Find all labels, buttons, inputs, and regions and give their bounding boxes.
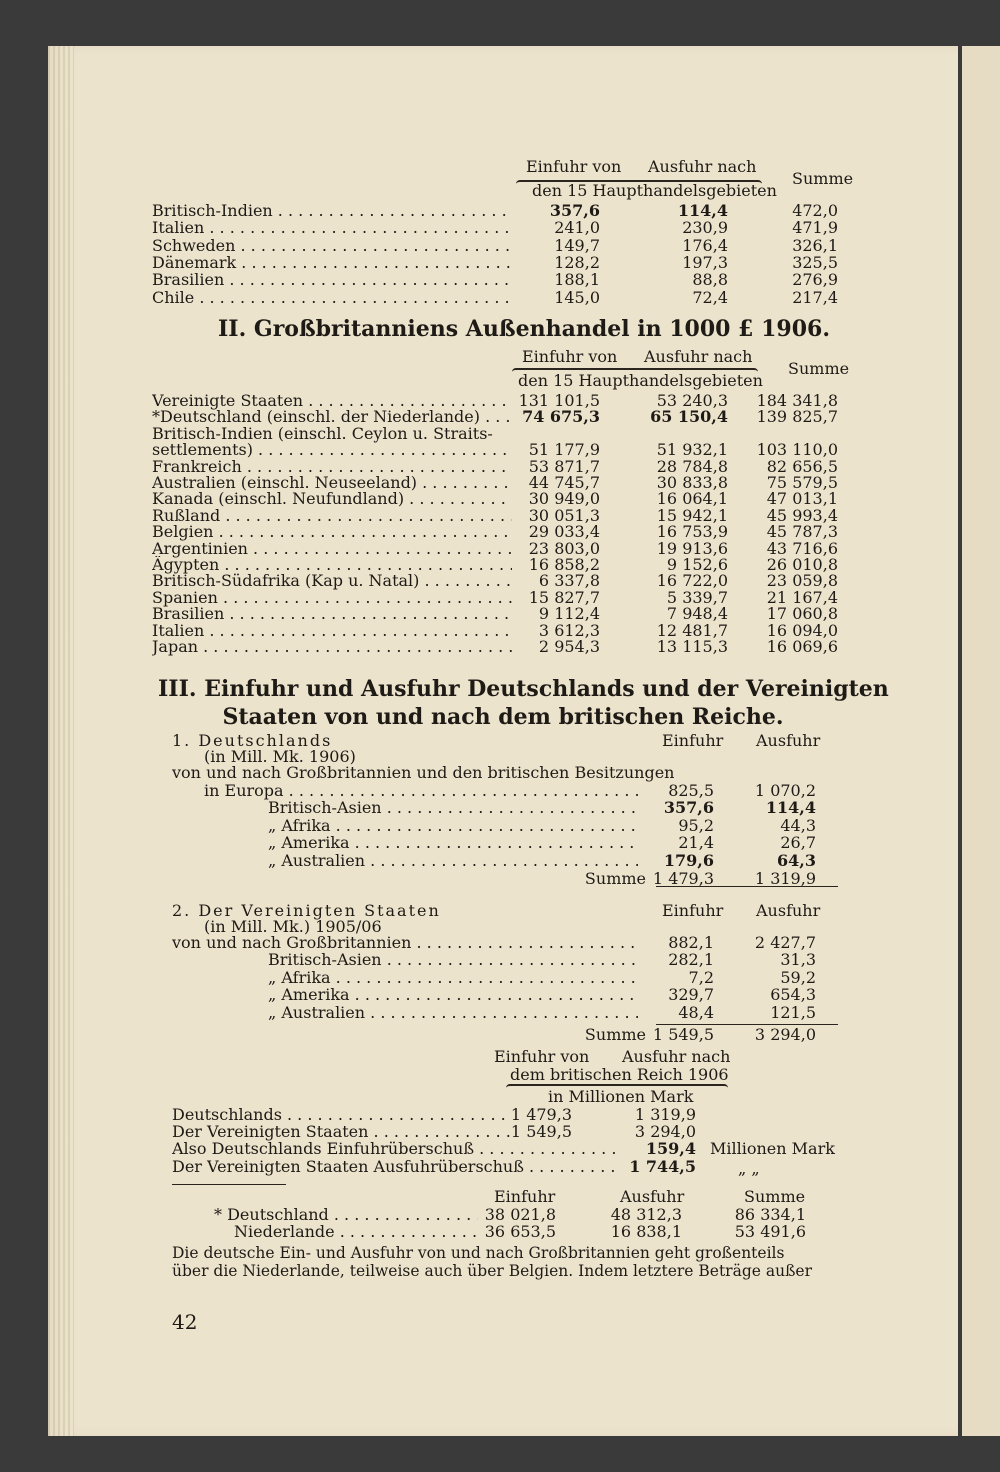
paragraph-line2: über die Niederlande, teilweise auch über Belgien. Indem letztere Beträge außer — [172, 1262, 813, 1280]
t2-row-label: Argentinien . . . — [152, 540, 512, 558]
t2-row-export: 5 339,7 — [666, 587, 728, 607]
p1-row-label: Britisch-Asien . . . — [268, 799, 638, 817]
summary-row-label: Der Vereinigten Staaten . . . — [172, 1123, 512, 1141]
t2-row-export: 16 722,0 — [656, 571, 728, 591]
p1-row-import: 179,6 — [663, 850, 714, 870]
footnote-row-import: 38 021,8 — [484, 1205, 556, 1224]
t2-row-label: *Deutschland (einschl. der Niederlande) . . . — [152, 408, 512, 426]
fn-col-sum: Summe — [744, 1187, 806, 1206]
footnote-row-label: Niederlande . . . — [234, 1223, 478, 1241]
t1-row-import: 188,1 — [554, 270, 600, 290]
section2-title: II. Großbritanniens Außenhandel in 1000 £ 1906. — [218, 316, 830, 342]
p1-row-import: 825,5 — [668, 781, 714, 800]
t1-row-export: 230,9 — [682, 218, 728, 238]
t2-row-label: Japan . . . — [152, 638, 512, 656]
p2-row-export: 31,3 — [780, 950, 816, 970]
t2-row-label: Rußland . . . — [152, 507, 512, 525]
footnote-row-import: 36 653,5 — [484, 1222, 556, 1242]
t2-row-export: 65 150,4 — [650, 407, 728, 427]
sum-head-export: Ausfuhr nach — [622, 1047, 731, 1066]
t2-row-import: 29 033,4 — [528, 522, 600, 542]
sum-head-unit: in Millionen Mark — [548, 1087, 694, 1106]
sum-head-import: Einfuhr von — [494, 1047, 590, 1066]
t2-row-sum: 184 341,8 — [756, 391, 838, 410]
p2-row-export: 2 427,7 — [754, 933, 816, 952]
t1-row-sum: 471,9 — [792, 218, 838, 238]
t2-row-sum: 21 167,4 — [766, 587, 838, 607]
p1-row-import: 357,6 — [663, 798, 714, 818]
t2-row-label: Vereinigte Staaten . . . — [152, 392, 512, 410]
t2-row-import: 53 871,7 — [528, 456, 600, 476]
t1-row-import: 128,2 — [554, 252, 600, 272]
t2-row-export: 7 948,4 — [666, 604, 728, 624]
p2-row-export: 59,2 — [780, 967, 816, 987]
section3-title-line2: Staaten von und nach dem britischen Reiche. — [222, 704, 784, 730]
p2-sum-import: 1 549,5 — [652, 1025, 714, 1044]
surplus1-note: Millionen Mark — [710, 1139, 835, 1158]
p2-sum-label: Summe — [584, 1025, 646, 1044]
p1-row-export: 64,3 — [777, 850, 816, 870]
t2-row-sum: 17 060,8 — [766, 604, 838, 624]
p1-row-label: „ Australien . . . — [268, 852, 638, 870]
t1-row-sum: 326,1 — [792, 235, 838, 255]
t2-row-label: Australien (einschl. Neuseeland) . . . — [152, 474, 512, 492]
t2-row-sum: 23 059,8 — [766, 571, 838, 591]
t2-header-export: Ausfuhr nach — [644, 347, 753, 366]
surplus2-label: Der Vereinigten Staaten Ausfuhrüberschuß . . . — [172, 1158, 622, 1176]
t2-row-import: 23 803,0 — [528, 538, 600, 558]
footnote-row-export: 48 312,3 — [610, 1205, 682, 1224]
t2-row-export: 16 064,1 — [656, 489, 728, 509]
t2-row-export: 16 753,9 — [656, 522, 728, 542]
p1-row-label: in Europa . . . — [204, 782, 638, 800]
sum-head-sub: dem britischen Reich 1906 — [510, 1065, 729, 1084]
t2-row-label: Belgien . . . — [152, 523, 512, 541]
p1-row-export: 114,4 — [765, 798, 816, 818]
t1-header-sum: Summe — [792, 169, 854, 188]
surplus1-value: 159,4 — [645, 1139, 696, 1158]
summary-row-import: 1 479,3 — [510, 1105, 572, 1124]
t2-row-label: settlements) . . . — [152, 441, 512, 459]
t2-row-import: 51 177,9 — [528, 440, 600, 460]
t2-row-export: 51 932,1 — [656, 440, 728, 460]
t1-header-export: Ausfuhr nach — [648, 157, 757, 176]
p1-row-export: 44,3 — [780, 815, 816, 835]
t2-row-label: Italien . . . — [152, 622, 512, 640]
p1-col-import: Einfuhr — [662, 731, 724, 750]
p2-row-label: „ Australien . . . — [268, 1004, 638, 1022]
t2-row-label: Kanada (einschl. Neufundland) . . . — [152, 490, 512, 508]
t2-row-sum: 47 013,1 — [766, 489, 838, 509]
fn-col-export: Ausfuhr — [620, 1187, 685, 1206]
t2-header-sum: Summe — [788, 359, 850, 378]
t2-row-sum: 45 993,4 — [766, 505, 838, 525]
t2-row-export: 13 115,3 — [656, 637, 728, 656]
p1-row-export: 1 070,2 — [754, 781, 816, 800]
p2-sum-export: 3 294,0 — [754, 1025, 816, 1044]
p2-unit: (in Mill. Mk.) 1905/06 — [204, 917, 382, 936]
t1-header-sub: den 15 Haupthandelsgebieten — [532, 181, 777, 200]
p2-row-label: Britisch-Asien . . . — [268, 951, 638, 969]
p2-row-export: 654,3 — [770, 985, 816, 1005]
t1-row-import: 241,0 — [554, 218, 600, 238]
t2-row-export: 53 240,3 — [656, 391, 728, 410]
t1-row-export: 114,4 — [677, 201, 728, 220]
p1-intro: von und nach Großbritannien und den britischen Besitzungen — [172, 763, 675, 782]
p2-row-import: 282,1 — [668, 950, 714, 970]
t2-row-label: Ägypten . . . — [152, 556, 512, 574]
fn-col-import: Einfuhr — [494, 1187, 556, 1206]
surplus1-label: Also Deutschlands Einfuhrüberschuß . . . — [172, 1140, 622, 1158]
t2-row-label: Britisch-Indien (einschl. Ceylon u. Straits- — [152, 423, 493, 443]
t2-row-import: 30 949,0 — [528, 489, 600, 509]
page-number: 42 — [172, 1310, 198, 1334]
p1-row-label: „ Amerika . . . — [268, 834, 638, 852]
paragraph-line1: Die deutsche Ein- und Ausfuhr von und nach Großbritannien geht großenteils — [172, 1244, 785, 1262]
t2-row-sum: 75 579,5 — [766, 473, 838, 492]
p2-row-label: „ Amerika . . . — [268, 986, 638, 1004]
book-page — [48, 46, 958, 1436]
footnote-row-sum: 86 334,1 — [734, 1205, 806, 1224]
p2-row-import: 329,7 — [668, 985, 714, 1005]
t2-row-import: 15 827,7 — [528, 587, 600, 607]
t1-row-export: 176,4 — [682, 235, 728, 255]
t2-row-export: 28 784,8 — [656, 456, 728, 476]
p1-sum-label: Summe — [584, 869, 646, 888]
summary-row-export: 1 319,9 — [634, 1105, 696, 1124]
p1-row-export: 26,7 — [780, 833, 816, 853]
p2-row-export: 121,5 — [770, 1002, 816, 1022]
t2-row-export: 19 913,6 — [656, 538, 728, 558]
t1-row-sum: 217,4 — [792, 287, 838, 307]
t1-row-label: Dänemark . . . — [152, 254, 512, 272]
t1-row-import: 149,7 — [554, 235, 600, 255]
p2-col-import: Einfuhr — [662, 901, 724, 920]
t2-row-import: 6 337,8 — [538, 571, 600, 591]
t2-row-sum: 82 656,5 — [766, 456, 838, 476]
t1-row-sum: 276,9 — [792, 270, 838, 290]
t1-row-export: 72,4 — [692, 287, 728, 307]
t2-row-sum: 26 010,8 — [766, 555, 838, 574]
t2-row-import: 30 051,3 — [528, 505, 600, 525]
p2-row-label: von und nach Großbritannien . . . — [172, 934, 638, 952]
summary-row-import: 1 549,5 — [510, 1122, 572, 1142]
t2-row-sum: 103 110,0 — [756, 440, 838, 460]
p1-row-import: 95,2 — [678, 815, 714, 835]
t2-header-sub: den 15 Haupthandelsgebieten — [518, 371, 763, 390]
p1-row-import: 21,4 — [678, 833, 714, 853]
t2-row-import: 2 954,3 — [538, 637, 600, 656]
t1-row-label: Schweden . . . — [152, 237, 512, 255]
t1-row-label: Italien . . . — [152, 219, 512, 237]
p2-row-import: 7,2 — [688, 967, 714, 987]
t1-row-import: 357,6 — [549, 201, 600, 220]
t2-row-export: 12 481,7 — [656, 620, 728, 640]
t1-row-label: Brasilien . . . — [152, 271, 512, 289]
p1-row-label: „ Afrika . . . — [268, 817, 638, 835]
p2-row-label: „ Afrika . . . — [268, 969, 638, 987]
surplus2-value: 1 744,5 — [629, 1157, 696, 1176]
t1-header-import: Einfuhr von — [526, 157, 622, 176]
p2-heading: 2. Der Vereinigten Staaten — [172, 901, 441, 920]
t2-row-import: 9 112,4 — [538, 604, 600, 624]
t2-row-sum: 43 716,6 — [766, 538, 838, 558]
surplus2-note: „ „ — [738, 1159, 760, 1178]
t1-row-export: 197,3 — [682, 252, 728, 272]
summary-row-export: 3 294,0 — [634, 1122, 696, 1142]
t2-row-import: 74 675,3 — [522, 407, 600, 427]
t2-row-label: Britisch-Südafrika (Kap u. Natal) . . . — [152, 572, 512, 590]
t1-row-sum: 325,5 — [792, 252, 838, 272]
t2-row-sum: 139 825,7 — [756, 407, 838, 427]
t2-row-export: 30 833,8 — [656, 473, 728, 492]
p1-col-export: Ausfuhr — [756, 731, 821, 750]
footnote-row-label: * Deutschland . . . — [214, 1206, 478, 1224]
p1-heading: 1. Deutschlands — [172, 731, 333, 750]
p2-row-import: 48,4 — [678, 1002, 714, 1022]
p1-sum-export: 1 319,9 — [754, 869, 816, 888]
t1-row-export: 88,8 — [692, 270, 728, 290]
section3-title-line1: III. Einfuhr und Ausfuhr Deutschlands und der Vereinigten — [158, 676, 889, 702]
t2-row-import: 131 101,5 — [518, 391, 600, 410]
t2-row-label: Frankreich . . . — [152, 458, 512, 476]
t2-row-export: 15 942,1 — [656, 505, 728, 525]
t1-row-import: 145,0 — [554, 287, 600, 307]
footnote-row-sum: 53 491,6 — [734, 1222, 806, 1242]
p1-sum-import: 1 479,3 — [652, 869, 714, 888]
t2-row-label: Spanien . . . — [152, 589, 512, 607]
summary-row-label: Deutschlands . . . — [172, 1106, 512, 1124]
p2-col-export: Ausfuhr — [756, 901, 821, 920]
t2-row-import: 3 612,3 — [538, 620, 600, 640]
t2-row-sum: 45 787,3 — [766, 522, 838, 542]
t1-row-sum: 472,0 — [792, 201, 838, 220]
t2-row-label: Brasilien . . . — [152, 605, 512, 623]
p1-unit: (in Mill. Mk. 1906) — [204, 747, 356, 766]
adjacent-page-edge — [962, 46, 1000, 1436]
t2-row-sum: 16 094,0 — [766, 620, 838, 640]
t2-row-import: 16 858,2 — [528, 555, 600, 574]
p2-row-import: 882,1 — [668, 933, 714, 952]
footnote-rule — [172, 1184, 286, 1185]
t1-row-label: Chile . . . — [152, 289, 512, 307]
t2-row-import: 44 745,7 — [528, 473, 600, 492]
t1-row-label: Britisch-Indien . . . — [152, 202, 512, 220]
t2-header-import: Einfuhr von — [522, 347, 618, 366]
footnote-row-export: 16 838,1 — [610, 1222, 682, 1242]
t2-row-sum: 16 069,6 — [766, 637, 838, 656]
t2-row-export: 9 152,6 — [666, 555, 728, 574]
